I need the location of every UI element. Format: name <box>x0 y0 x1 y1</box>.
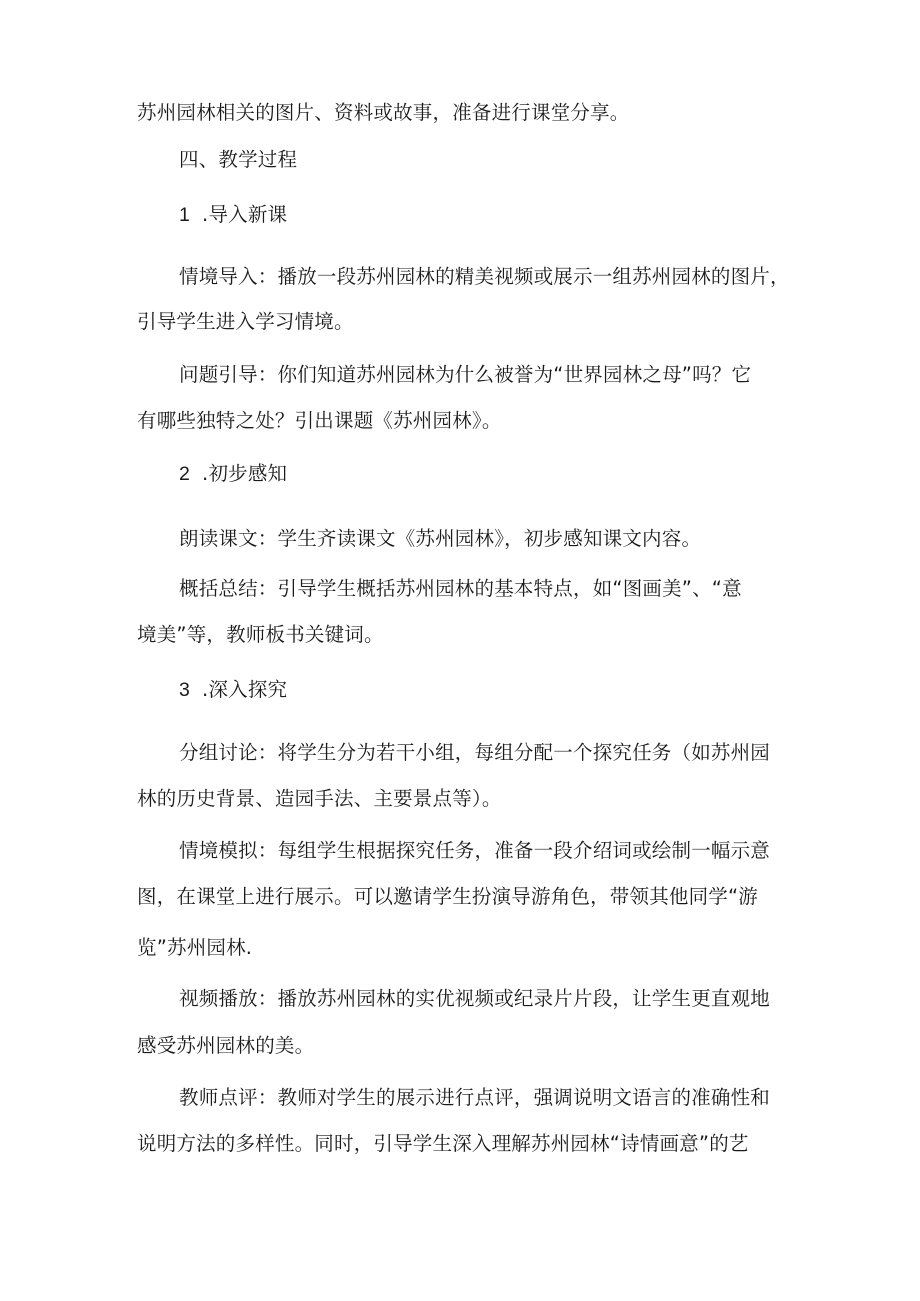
text-line: 朗读课文：学生齐读课文《苏州园林》，初步感知课文内容。 <box>179 527 702 550</box>
subsection-heading <box>179 203 839 227</box>
text-line: 苏州园林相关的图片、资料或故事，准备进行课堂分享。 <box>137 101 630 124</box>
subsection-title: .导入新课 <box>202 203 288 226</box>
text-line: 分组讨论：将学生分为若干小组，每组分配一个探究任务（如苏州园 <box>179 741 771 764</box>
section-heading: 四、教学过程 <box>179 148 298 171</box>
text-line: 林的历史背景、造园手法、主要景点等）。 <box>137 787 502 810</box>
text-line: 有哪些独特之处？引出课题《苏州园林》。 <box>137 409 502 432</box>
subsection-number: 1 <box>179 204 191 226</box>
subsection-heading <box>179 462 839 486</box>
text-line: 引导学生进入学习情境。 <box>137 310 354 333</box>
text-line: 视频播放：播放苏州园林的实优视频或纪录片片段，让学生更直观地 <box>179 987 771 1010</box>
text-line: 教师点评：教师对学生的展示进行点评，强调说明文语言的准确性和 <box>179 1086 771 1109</box>
text-line: 问题引导：你们知道苏州园林为什么被誉为“世界园林之母”吗？它 <box>179 363 752 386</box>
subsection-title: .初步感知 <box>202 462 288 485</box>
text-line: 情境导入：播放一段苏州园林的精美视频或展示一组苏州园林的图片， <box>179 265 790 288</box>
text-line: 情境模拟：每组学生根据探究任务，准备一段介绍词或绘制一幅示意 <box>179 839 771 862</box>
text-line: 览”苏州园林. <box>137 936 253 959</box>
text-line: 境美”等，教师板书关键词。 <box>137 623 384 646</box>
subsection-heading <box>179 678 839 702</box>
subsection-title: .深入探究 <box>202 678 288 701</box>
subsection-number: 3 <box>179 679 191 701</box>
text-line: 概括总结：引导学生概括苏州园林的基本特点，如“图画美”、“意 <box>179 577 742 600</box>
text-line: 图，在课堂上进行展示。可以邀请学生扮演导游角色，带领其他同学“游 <box>137 885 759 908</box>
text-line: 说明方法的多样性。同时，引导学生深入理解苏州园林“诗情画意”的艺 <box>137 1132 749 1155</box>
text-line: 感受苏州园林的美。 <box>137 1034 315 1057</box>
subsection-number: 2 <box>179 463 191 485</box>
